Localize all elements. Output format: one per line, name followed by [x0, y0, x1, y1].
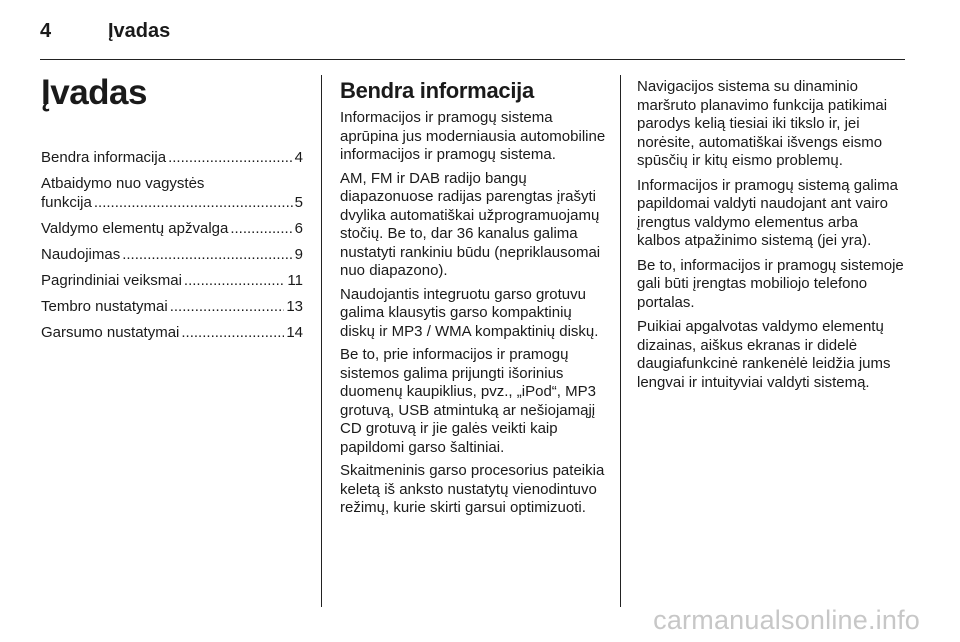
page-number: 4	[40, 20, 52, 42]
body-paragraph: Puikiai apgalvotas valdymo elementų dizainas, aiškus ekranas ir didelė daugiafunkcinė rankenėlė leidžia jums lengvai ir intuityviai valdyti sistemą.	[637, 318, 891, 391]
watermark: carmanualsonline.info	[653, 605, 920, 635]
toc-label: Bendra informacija	[41, 149, 167, 166]
toc-label: Garsumo nustatymai	[41, 324, 180, 341]
toc-page: 9	[294, 246, 303, 263]
section-heading: Įvadas	[41, 73, 147, 112]
toc-page: 13	[286, 298, 303, 315]
toc-leader	[170, 297, 285, 316]
toc-item[interactable]	[41, 148, 303, 167]
left-column	[41, 70, 303, 349]
right-column	[637, 78, 905, 398]
toc-label: Naudojimas	[41, 246, 121, 263]
toc-page: 14	[286, 324, 303, 341]
toc-leader	[184, 271, 286, 290]
body-paragraph: Informacijos ir pramogų sistemą galima papildomai valdyti naudojant ant vairo įrengtus valdymo elementus arba kalbos atpažinimo sistemą (jei yra).	[637, 176, 898, 249]
column-divider	[321, 75, 322, 607]
toc-leader	[122, 245, 292, 264]
header-rule	[40, 59, 905, 60]
subsection-heading: Bendra informacija	[340, 78, 534, 103]
body-paragraph: Informacijos ir pramogų sistema aprūpina jus moderniausia automobiline informacijos ir pramogų sistema.	[340, 109, 606, 163]
body-paragraph: AM, FM ir DAB radijo bangų diapazonuose radijas parengtas įrašyti dvylika automatiškai užprogramuojamų stočių. Be to, dar 36 kanalus galima nustatyti rankiniu būdu (nepriklausomai nuo diapazono).	[340, 169, 601, 279]
toc-label: Tembro nustatymai	[41, 298, 168, 315]
toc-page: 4	[294, 149, 303, 166]
toc-leader	[181, 323, 284, 342]
toc-label: funkcija	[41, 194, 92, 211]
toc-item[interactable]	[41, 323, 303, 342]
toc-leader	[168, 148, 293, 167]
toc-item[interactable]	[41, 219, 303, 238]
toc-label-line: Atbaidymo nuo vagystės	[41, 175, 205, 192]
toc-item[interactable]	[41, 174, 303, 212]
toc-page: 11	[287, 272, 303, 289]
toc-item[interactable]	[41, 297, 303, 316]
body-paragraph: Be to, prie informacijos ir pramogų sistemos galima prijungti išorinius duomenų kaupiklius, pvz., „iPod“, MP3 grotuvą, USB atmintuką ar nešiojamąjį CD grotuvą ir jie galės veikti kaip papildomi garso šaltiniai.	[340, 346, 596, 456]
body-paragraph: Naudojantis integruotu garso grotuvu galima klausytis garso kompaktinių diskų ir MP3 / WMA kompaktinių diskų.	[340, 285, 599, 340]
toc-leader	[94, 193, 293, 212]
column-divider	[620, 75, 621, 607]
toc-label: Valdymo elementų apžvalga	[41, 220, 229, 237]
middle-column	[340, 78, 608, 523]
toc-page: 6	[294, 220, 303, 237]
body-paragraph: Skaitmeninis garso procesorius pateikia keletą iš anksto nustatytų vienodintuvo režimų, kurie skirti garsui optimizuoti.	[340, 462, 605, 516]
toc-item[interactable]	[41, 245, 303, 264]
toc-label: Pagrindiniai veiksmai	[41, 272, 182, 289]
body-paragraph: Navigacijos sistema su dinaminio maršruto planavimo funkcija patikimai parodys kelią tiesiai iki tikslo ir, jei norėsite, automatiškai išvengs eismo spūsčių ir kitų eismo problemų.	[637, 78, 888, 169]
chapter-title: Įvadas	[108, 20, 171, 42]
toc-leader	[230, 219, 292, 238]
toc-page: 5	[294, 194, 303, 211]
body-paragraph: Be to, informacijos ir pramogų sistemoje gali būti įrengtas mobiliojo telefono portalas.	[637, 256, 904, 311]
toc-item[interactable]	[41, 271, 303, 290]
table-of-contents	[41, 148, 303, 342]
